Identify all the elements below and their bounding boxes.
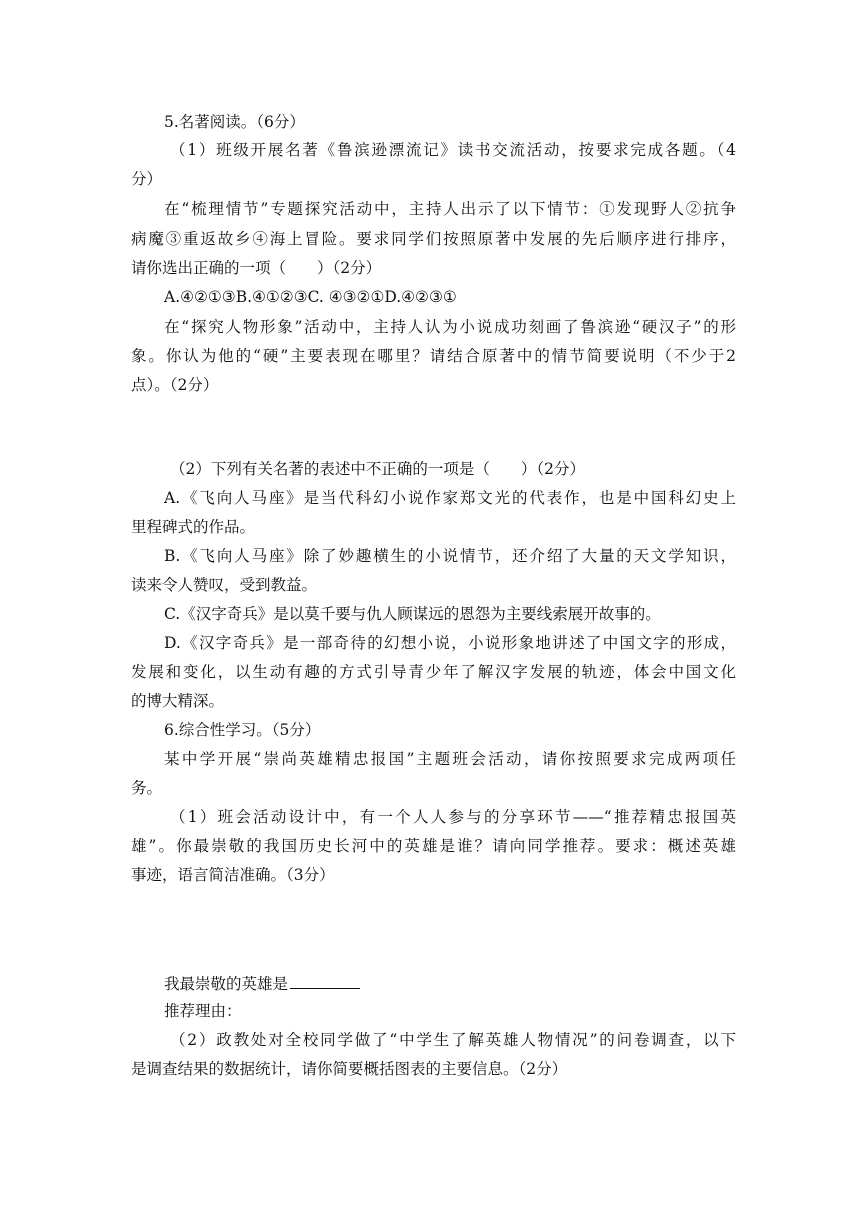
plot-line1: 在“梳理情节”专题探究活动中，主持人出示了以下情节：①发现野人②抗争 xyxy=(164,200,736,218)
plot-line3: 请你选出正确的一项（ ）（2分） xyxy=(131,259,382,277)
q5-1-line2: 分） xyxy=(131,170,163,188)
hero-line xyxy=(164,973,736,994)
option-a-line1: A.《飞向人马座》是当代科幻小说作家郑文光的代表作，也是中国科幻史上 xyxy=(164,489,736,507)
reason-label: 推荐理由： xyxy=(164,1002,242,1020)
q6-2-line2: 是调查结果的数据统计，请你简要概括图表的主要信息。（2分） xyxy=(131,1060,568,1078)
q6-1-line1: （1）班会活动设计中，有一个人人参与的分享环节——“推荐精忠报国英 xyxy=(170,808,736,826)
q6-intro-line2: 务。 xyxy=(131,779,163,797)
option-b-line2: 读来令人赞叹，受到教益。 xyxy=(131,576,318,594)
q5-1-line1: （1）班级开展名著《鲁滨逊漂流记》读书交流活动，按要求完成各题。（4 xyxy=(170,141,736,159)
q6-intro-line1: 某中学开展“崇尚英雄精忠报国”主题班会活动，请你按照要求完成两项任 xyxy=(164,750,736,768)
option-c-line1: C.《汉字奇兵》是以莫千要与仇人顾谋远的恩怨为主要线索展开故事的。 xyxy=(164,605,661,623)
option-d-line3: 的博大精深。 xyxy=(131,692,225,710)
plot-options: A.④②①③B.④①②③C. ④③②①D.④②③① xyxy=(164,288,457,306)
option-d-line2: 发展和变化，以生动有趣的方式引导青少年了解汉字发展的轨迹，体会中国文化 xyxy=(131,663,736,681)
char-line2: 象。你认为他的“硬”主要表现在哪里？请结合原著中的情节简要说明（不少于2 xyxy=(131,347,736,365)
option-a-line2: 里程碑式的作品。 xyxy=(131,518,256,536)
q6-1-line3: 事迹，语言简洁准确。（3分） xyxy=(131,866,335,884)
q5-title: 5.名著阅读。（6分） xyxy=(164,113,305,131)
option-d-line1: D.《汉字奇兵》是一部奇待的幻想小说，小说形象地讲述了中国文字的形成， xyxy=(164,634,736,652)
hero-answer-blank[interactable] xyxy=(290,973,360,989)
hero-label: 我最崇敬的英雄是 xyxy=(164,975,289,993)
plot-line2: 病魔③重返故乡④海上冒险。要求同学们按照原著中发展的先后顺序进行排序， xyxy=(131,230,736,248)
char-line3: 点）。（2分） xyxy=(131,376,219,394)
q6-1-line2: 雄”。你最崇敬的我国历史长河中的英雄是谁？请向同学推荐。要求：概述英雄 xyxy=(131,837,736,855)
q6-title: 6.综合性学习。（5分） xyxy=(164,721,321,739)
q5-2-title: （2）下列有关名著的表述中不正确的一项是（ ）（2分） xyxy=(170,460,585,478)
option-b-line1: B.《飞向人马座》除了妙趣横生的小说情节，还介绍了大量的天文学知识， xyxy=(164,547,736,565)
q6-2-line1: （2）政教处对全校同学做了“中学生了解英雄人物情况”的问卷调查，以下 xyxy=(170,1031,736,1049)
char-line1: 在“探究人物形象”活动中，主持人认为小说成功刻画了鲁滨逊“硬汉子”的形 xyxy=(164,318,736,336)
